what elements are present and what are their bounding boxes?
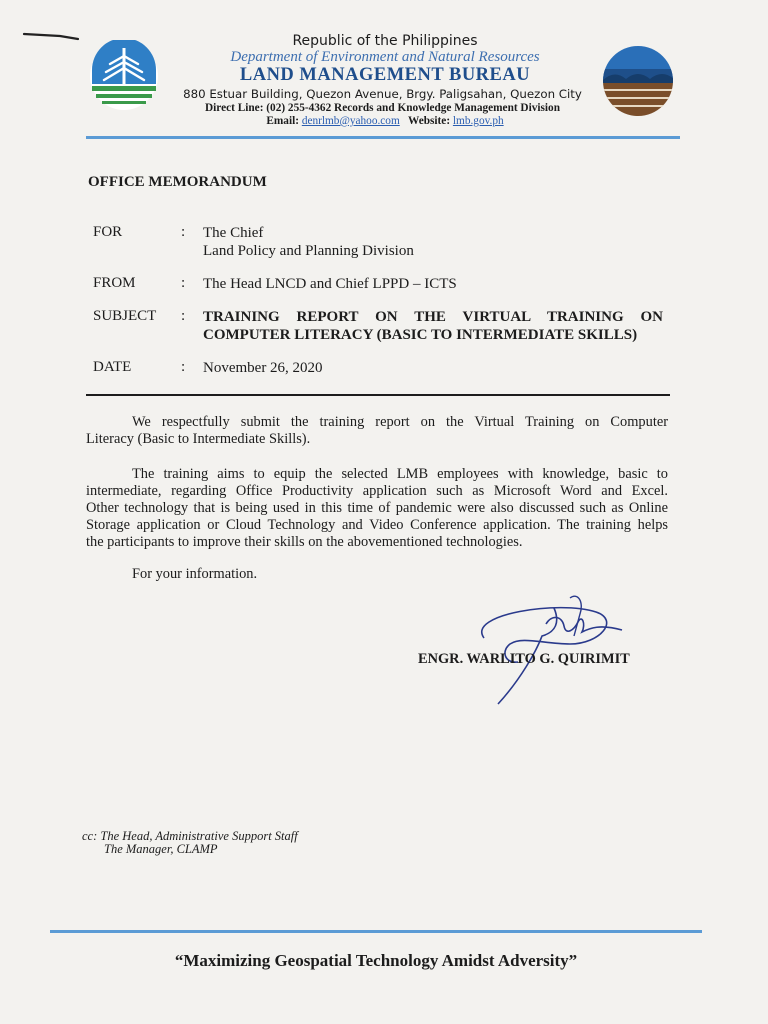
paragraph-2-line-1: The training aims to equip the selected LMB employees with knowledge, basic to bbox=[132, 466, 668, 482]
website-label: Website: bbox=[408, 115, 451, 127]
from-label: FROM bbox=[93, 275, 136, 291]
from-colon: : bbox=[181, 275, 186, 291]
denr-seal-icon bbox=[88, 40, 160, 114]
lmb-seal-icon bbox=[602, 45, 674, 117]
paragraph-3 bbox=[86, 566, 668, 583]
for-line-2: Land Policy and Planning Division bbox=[203, 243, 414, 259]
paragraph-2-line-3: Other technology that is being used in this time of pandemic were also discussed such as Online bbox=[86, 500, 668, 516]
email-link[interactable]: denrlmb@yahoo.com bbox=[301, 115, 400, 127]
date-value: November 26, 2020 bbox=[203, 360, 323, 376]
for-value bbox=[203, 224, 414, 260]
paragraph-2-line-4: Storage application or Cloud Technology and Video Conference application. The training helps bbox=[86, 517, 668, 533]
contact-line bbox=[200, 115, 570, 127]
paragraph-3-text: For your information. bbox=[132, 566, 258, 582]
cc-line-1: cc: The Head, Administrative Support Staff bbox=[82, 829, 298, 843]
for-colon: : bbox=[181, 224, 186, 240]
cc-line-2: The Manager, CLAMP bbox=[104, 842, 218, 856]
subject-colon: : bbox=[181, 308, 186, 324]
bureau-address: 880 Estuar Building, Quezon Avenue, Brgy. Paligsahan, Quezon City bbox=[183, 87, 582, 101]
signatory-name: ENGR. WARLITO G. QUIRIMIT bbox=[418, 651, 630, 667]
paragraph-1 bbox=[86, 414, 668, 448]
date-label: DATE bbox=[93, 359, 132, 375]
bureau-name: LAND MANAGEMENT BUREAU bbox=[239, 65, 531, 85]
footer-rule bbox=[50, 930, 702, 933]
footer-tagline: “Maximizing Geospatial Technology Amidst Adversity” bbox=[174, 951, 578, 970]
memo-heading: OFFICE MEMORANDUM bbox=[88, 174, 267, 190]
paragraph-2-line-5: the participants to improve their skills on the abovementioned technologies. bbox=[86, 534, 523, 550]
header-rule bbox=[86, 136, 680, 139]
date-colon: : bbox=[181, 359, 186, 375]
paragraph-2 bbox=[86, 466, 668, 551]
for-line-1: The Chief bbox=[203, 225, 264, 241]
email-label: Email: bbox=[266, 115, 299, 127]
website-link[interactable]: lmb.gov.ph bbox=[452, 115, 504, 127]
paragraph-1-line-2: Literacy (Basic to Intermediate Skills). bbox=[86, 431, 311, 447]
memo-divider bbox=[86, 394, 670, 396]
paragraph-1-line-1: We respectfully submit the training report on the Virtual Training on Computer bbox=[132, 414, 668, 430]
pen-mark-decoration bbox=[22, 30, 82, 46]
from-value: The Head LNCD and Chief LPPD – ICTS bbox=[203, 276, 457, 292]
subject-line-1: TRAINING REPORT ON THE VIRTUAL TRAINING ON bbox=[203, 309, 663, 325]
department-name: Department of Environment and Natural Resources bbox=[230, 49, 540, 65]
subject-line-2: COMPUTER LITERACY (BASIC TO INTERMEDIATE SKILLS) bbox=[203, 327, 638, 343]
republic-line: Republic of the Philippines bbox=[292, 33, 478, 49]
paragraph-2-line-2: intermediate, regarding Office Productivity application such as Microsoft Word and Excel. bbox=[86, 483, 668, 499]
for-label: FOR bbox=[93, 224, 123, 240]
subject-label: SUBJECT bbox=[93, 308, 157, 324]
subject-value bbox=[203, 308, 663, 344]
direct-line: Direct Line: (02) 255-4362 Records and Knowledge Management Division bbox=[205, 102, 560, 114]
